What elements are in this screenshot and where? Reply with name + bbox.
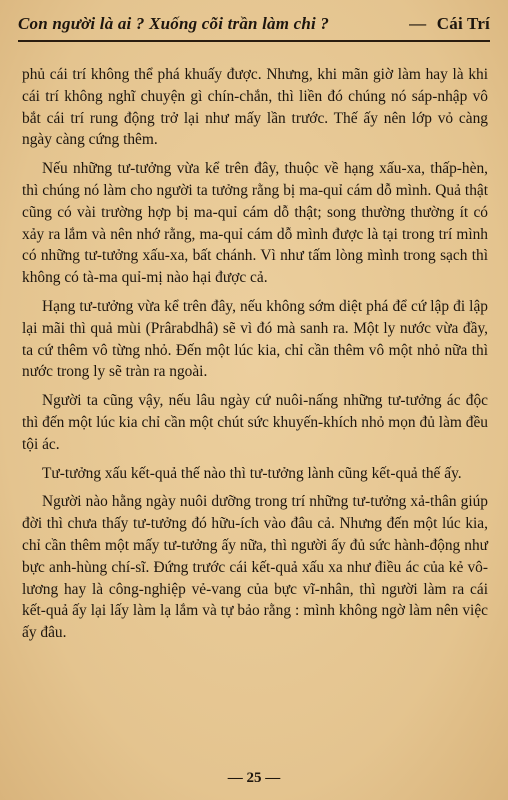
- running-title: Con người là ai ? Xuống cõi trần làm chi ?: [18, 14, 330, 33]
- paragraph: Nếu những tư-tưởng vừa kể trên đây, thuộc về hạng xấu-xa, thấp-hèn, thì chúng nó làm cho người ta tưởng rằng bị ma-quỉ cám dỗ mình. Quả thật cũng có vài trường hợp bị ma-quỉ cám dỗ thật; song thường thường ít có xảy ra lắm và nên nhớ rằng, ma-quỉ cám dỗ mình được là tại trong trí mình có những tư-tưởng xấu-xa, bất chánh. Vì như tấm lòng mình trong sạch thì không có tà-ma quỉ-mị nào hại được cả.: [22, 160, 488, 287]
- body-text: [22, 64, 488, 651]
- paragraph: Tư-tưởng xấu kết-quả thế nào thì tư-tưởng lành cũng kết-quả thế ấy.: [42, 464, 462, 482]
- paragraph: Hạng tư-tưởng vừa kể trên đây, nếu không sớm diệt phá để cứ lập đi lập lại mãi thì quả mùi (Prârabdhâ) sẽ vì đó mà sanh ra. Một ly nước vừa đầy, ta cứ thêm vô từng nhỏ. Đến một lúc kia, chỉ cần thêm vô một nhỏ nữa thì nước trong ly sẽ tràn ra ngoài.: [22, 297, 488, 381]
- paragraph: Người nào hằng ngày nuôi dưỡng trong trí những tư-tưởng xả-thân giúp đời thì chưa thấy tư-tưởng đó hữu-ích vào đâu cả. Nhưng đến một lúc kia, chỉ cần thêm một mấy tư-tưởng ấy nữa, thì người ấy đủ sức hành-động như bực anh-hùng chí-sĩ. Đứng trước cái kết-quả xấu xa như điều ác của kẻ vô-lương hay là công-nghiệp vẻ-vang của bực vĩ-nhân, thì người làm ra cái kết-quả ấy lại lấy làm lạ lắm và tự bảo rằng : mình không ngờ làm nên việc ấy đâu.: [22, 493, 488, 642]
- header-separator: —: [409, 14, 427, 33]
- running-author: Cái Trí: [436, 14, 490, 33]
- paragraph: Người ta cũng vậy, nếu lâu ngày cứ nuôi-nấng những tư-tưởng ác độc thì đến một lúc kia chỉ cần một chút sức khuyến-khích nhỏ mọn đủ làm đều tội ác.: [22, 392, 488, 453]
- running-header: [18, 14, 490, 34]
- paragraph-continued: phủ cái trí không thể phá khuấy được. Nhưng, khi mãn giờ làm hay là khi cái trí không nghĩ chuyện gì chín-chắn, thì liền đó chúng nó sáp-nhập vô bắt cái trí rung động trở lại như mấy lần trước. Thế ấy nên lớp vỏ càng ngày càng cứng thêm.: [22, 66, 488, 149]
- header-rule: [18, 40, 490, 42]
- page-number: — 25 —: [227, 770, 281, 786]
